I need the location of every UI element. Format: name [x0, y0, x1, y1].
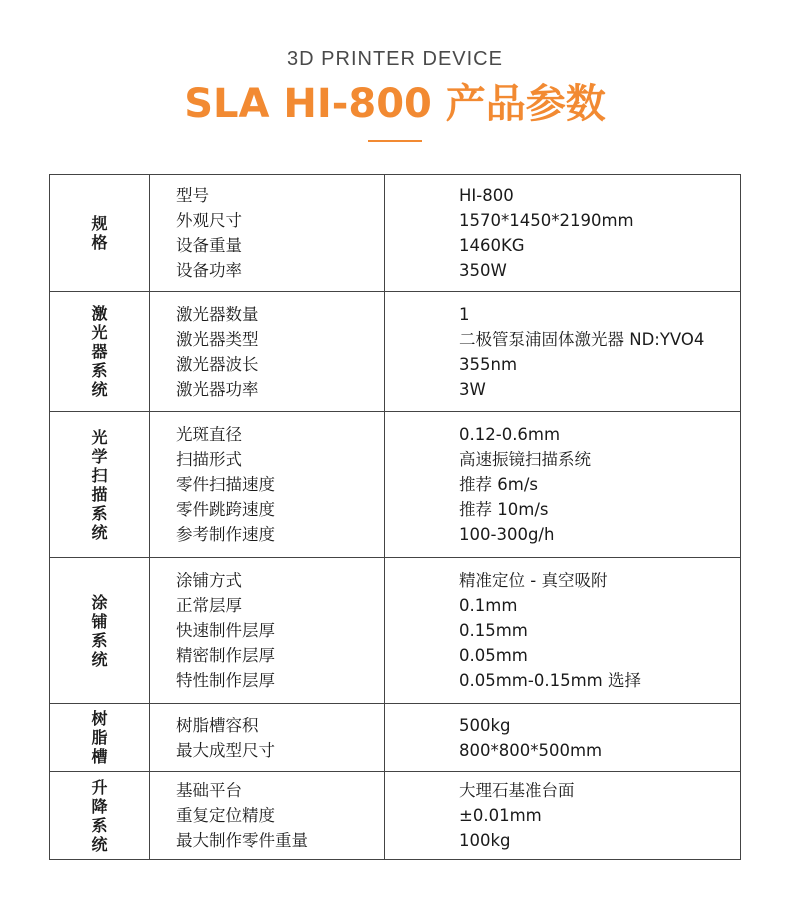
parameter-value: 100kg — [459, 831, 511, 850]
parameter-label: 扫描形式 — [176, 450, 242, 469]
parameter-value: 0.15mm — [459, 621, 528, 640]
parameter-values-cell — [385, 558, 741, 704]
parameter-value: ±0.01mm — [459, 806, 542, 825]
spec-section-row — [50, 558, 741, 704]
parameter-value: 二极管泵浦固体激光器 ND:YVO4 — [459, 329, 705, 349]
parameter-label: 光斑直径 — [176, 425, 242, 444]
parameter-label: 重复定位精度 — [176, 806, 275, 825]
parameter-values-cell — [385, 175, 741, 292]
parameter-labels-cell — [150, 704, 385, 772]
section-category — [50, 772, 150, 860]
parameter-label: 激光器数量 — [176, 304, 259, 324]
section-category-label: 树脂槽 — [91, 709, 108, 766]
spec-section-row — [50, 412, 741, 558]
parameter-label: 型号 — [176, 186, 209, 205]
parameter-values-cell — [385, 704, 741, 772]
parameter-values-cell — [385, 412, 741, 558]
parameter-value: 3W — [459, 379, 486, 399]
section-category-label: 光学扫描系统 — [91, 427, 108, 542]
parameter-value: 精准定位 - 真空吸附 — [459, 571, 608, 590]
parameter-label: 最大成型尺寸 — [176, 740, 275, 760]
parameter-values-cell — [385, 292, 741, 412]
parameter-label: 外观尺寸 — [176, 211, 242, 230]
parameter-label: 涂铺方式 — [176, 571, 242, 590]
page-title: SLA HI-800 产品参数 — [184, 81, 606, 127]
spec-section-row — [50, 704, 741, 772]
parameter-labels-cell — [150, 558, 385, 704]
section-category-label: 升降系统 — [91, 777, 108, 854]
parameter-labels-cell — [150, 412, 385, 558]
parameter-value: 0.05mm — [459, 646, 528, 665]
section-category-label: 涂铺系统 — [91, 592, 108, 669]
section-category — [50, 175, 150, 292]
parameter-label: 精密制作层厚 — [176, 646, 275, 665]
parameter-value: HI-800 — [459, 186, 514, 205]
section-category-label: 规格 — [91, 214, 108, 252]
parameter-label: 激光器类型 — [176, 329, 259, 349]
section-category — [50, 704, 150, 772]
section-category — [50, 292, 150, 412]
spec-section-row — [50, 772, 741, 860]
title-divider — [368, 140, 422, 142]
parameter-value: 1570*1450*2190mm — [459, 211, 634, 230]
parameter-value: 0.05mm-0.15mm 选择 — [459, 671, 641, 690]
parameter-label: 设备功率 — [176, 261, 242, 280]
section-category-label: 激光器系统 — [91, 304, 108, 399]
parameter-label: 特性制作层厚 — [176, 671, 275, 690]
parameter-value: 1460KG — [459, 236, 525, 255]
parameter-value: 0.1mm — [459, 596, 518, 615]
parameter-value: 100-300g/h — [459, 525, 555, 544]
spec-section-row — [50, 175, 741, 292]
parameter-label: 正常层厚 — [176, 596, 242, 615]
parameter-label: 激光器波长 — [176, 354, 259, 374]
parameter-label: 树脂槽容积 — [176, 715, 259, 735]
parameter-value: 1 — [459, 304, 470, 324]
parameter-label: 零件跳跨速度 — [176, 500, 275, 519]
parameter-value: 推荐 6m/s — [459, 475, 538, 494]
parameter-label: 零件扫描速度 — [176, 475, 275, 494]
section-category — [50, 412, 150, 558]
parameter-label: 快速制件层厚 — [176, 621, 275, 640]
parameter-value: 0.12-0.6mm — [459, 425, 561, 444]
parameter-value: 350W — [459, 261, 507, 280]
parameter-values-cell — [385, 772, 741, 860]
parameter-label: 设备重量 — [176, 236, 242, 255]
parameter-label: 激光器功率 — [176, 379, 259, 399]
parameter-labels-cell — [150, 175, 385, 292]
parameter-value: 355nm — [459, 354, 518, 374]
parameter-labels-cell — [150, 772, 385, 860]
page-subtitle: 3D PRINTER DEVICE — [287, 48, 503, 70]
spec-table — [49, 174, 741, 860]
parameter-label: 参考制作速度 — [176, 525, 275, 544]
parameter-value: 推荐 10m/s — [459, 500, 549, 519]
parameter-value: 500kg — [459, 715, 511, 735]
parameter-label: 最大制作零件重量 — [176, 831, 308, 850]
parameter-value: 大理石基准台面 — [459, 781, 575, 800]
parameter-value: 高速振镜扫描系统 — [459, 450, 591, 469]
parameter-value: 800*800*500mm — [459, 740, 603, 760]
section-category — [50, 558, 150, 704]
parameter-labels-cell — [150, 292, 385, 412]
spec-section-row — [50, 292, 741, 412]
parameter-label: 基础平台 — [176, 781, 242, 800]
